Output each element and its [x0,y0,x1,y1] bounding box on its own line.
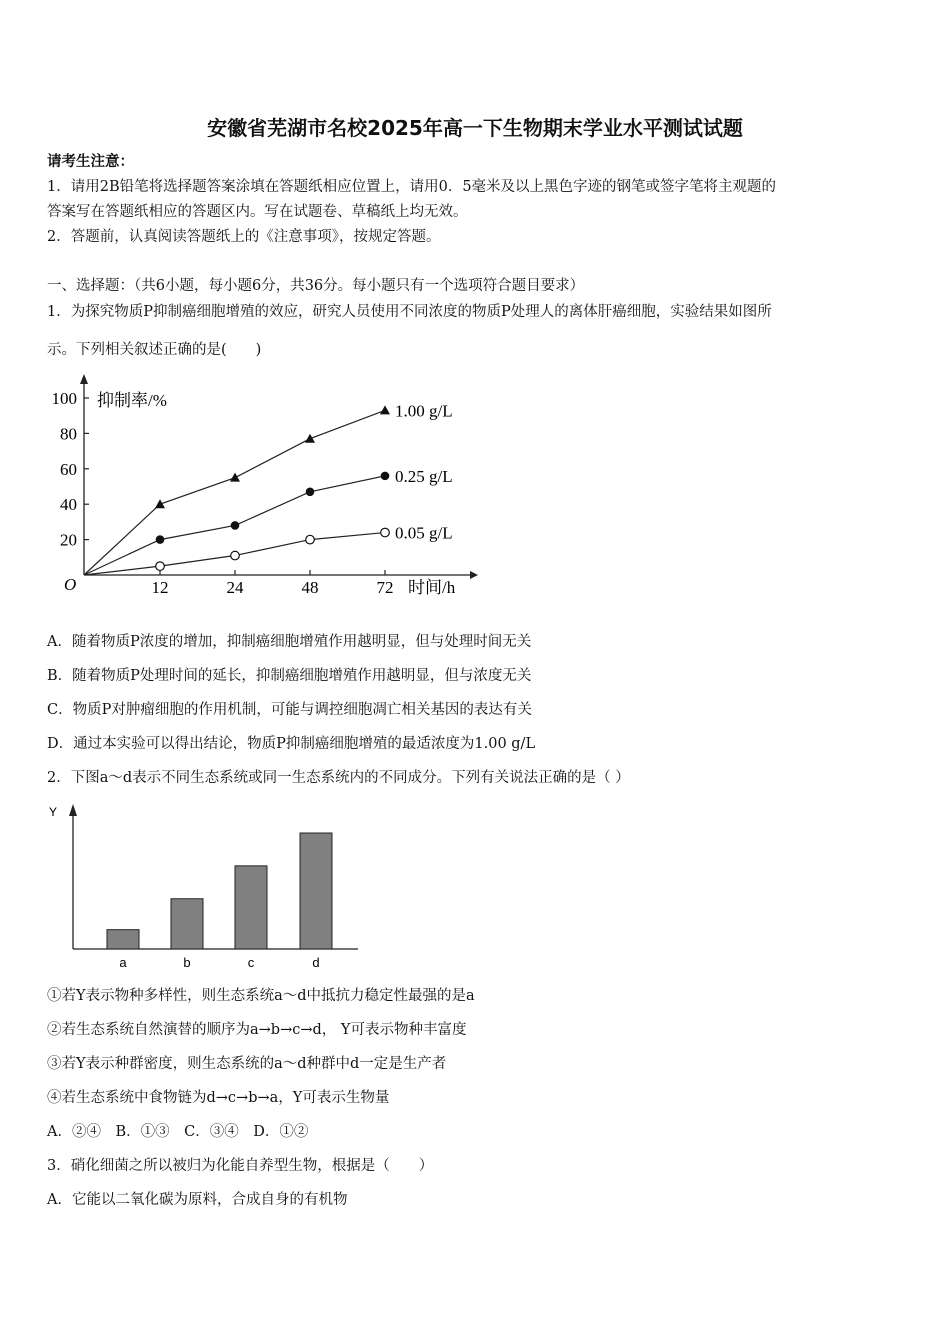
q2-statement-3: ③若Y表示种群密度，则生态系统的a～d种群中d一定是生产者 [47,1056,447,1072]
q1-stem-line-1: 1．为探究物质P抑制癌细胞增殖的效应，研究人员使用不同浓度的物质P处理人的离体肝癌细胞，实验结果如图所 [47,304,772,320]
y-tick-label: 20 [60,530,77,550]
bar-chart-ylabel: Y [49,805,58,819]
q2-choices: A．②④ B．①③ C．③④ D．①② [47,1124,309,1140]
line-chart-xlabel: 时间/h [408,578,456,597]
series-label: 1.00 g/L [395,401,453,421]
q3-option-a: A．它能以二氧化碳为原料，合成自身的有机物 [47,1192,348,1208]
q1-option-d: D．通过本实验可以得出结论，物质P抑制癌细胞增殖的最适浓度为1.00 g/L [47,736,536,752]
bar [300,833,332,949]
q2-statement-4: ④若生态系统中食物链为d→c→b→a，Y可表示生物量 [47,1090,390,1106]
q1-stem-line-2: 示。下列相关叙述正确的是( ) [47,342,262,358]
notice-item-1-cont: 答案写在答题纸相应的答题区内。写在试题卷、草稿纸上均无效。 [47,204,468,220]
data-point-open [306,535,315,544]
notice-item-2: 2．答题前，认真阅读答题纸上的《注意事项》，按规定答题。 [47,229,441,245]
category-label: c [247,955,255,970]
bar [107,930,139,949]
data-point-filled [231,521,240,530]
category-label: b [183,955,191,970]
y-tick-label: 100 [51,389,77,408]
category-label: a [119,955,127,970]
x-tick-label: 24 [226,578,244,597]
series-line [84,410,385,575]
series-label: 0.05 g/L [395,523,453,543]
y-tick-label: 60 [60,459,77,479]
q1-option-c: C．物质P对肿瘤细胞的作用机制，可能与调控细胞凋亡相关基因的表达有关 [47,702,532,718]
y-tick-label: 80 [60,424,77,444]
data-point-filled [381,472,390,481]
q1-option-b: B．随着物质P处理时间的延长，抑制癌细胞增殖作用越明显，但与浓度无关 [47,668,532,684]
x-tick-label: 72 [376,578,394,597]
data-point-open [231,551,240,560]
x-tick-label: 12 [151,578,169,597]
notice-item-1: 1．请用2B铅笔将选择题答案涂填在答题纸相应位置上，请用0．5毫米及以上黑色字迹的钢笔或签字笔将主观题的 [47,179,777,195]
q2-statement-2: ②若生态系统自然演替的顺序为a→b→c→d， Y可表示物种丰富度 [47,1022,467,1038]
q1-option-a: A．随着物质P浓度的增加，抑制癌细胞增殖作用越明显，但与处理时间无关 [47,634,532,650]
category-label: d [312,955,320,970]
data-point-triangle [305,434,315,443]
data-point-triangle [380,405,390,414]
notice-heading: 请考生注意： [47,153,134,170]
q2-bar-chart [40,798,370,976]
data-point-triangle [155,499,165,508]
line-chart-ylabel: 抑制率/% [97,391,167,410]
q3-stem: 3．硝化细菌之所以被归为化能自养型生物，根据是（ ） [47,1158,434,1174]
bar [171,899,203,949]
data-point-triangle [230,473,240,482]
line-chart-origin: O [64,575,77,594]
data-point-filled [156,535,165,544]
x-tick-label: 48 [301,578,319,597]
q1-line-chart [40,372,480,600]
page-title: 安徽省芜湖市名校2025年高一下生物期末学业水平测试试题 [207,116,743,140]
series-label: 0.25 g/L [395,466,453,486]
q2-statement-1: ①若Y表示物种多样性，则生态系统a～d中抵抗力稳定性最强的是a [47,988,475,1004]
bar [235,866,267,949]
data-point-open [381,528,390,537]
y-tick-label: 40 [60,495,77,515]
section-heading: 一、选择题：（共6小题，每小题6分，共36分。每小题只有一个选项符合题目要求） [47,278,585,294]
data-point-open [156,562,165,571]
q2-stem: 2．下图a～d表示不同生态系统或同一生态系统内的不同成分。下列有关说法正确的是（ ） [47,770,630,786]
data-point-filled [306,488,315,497]
